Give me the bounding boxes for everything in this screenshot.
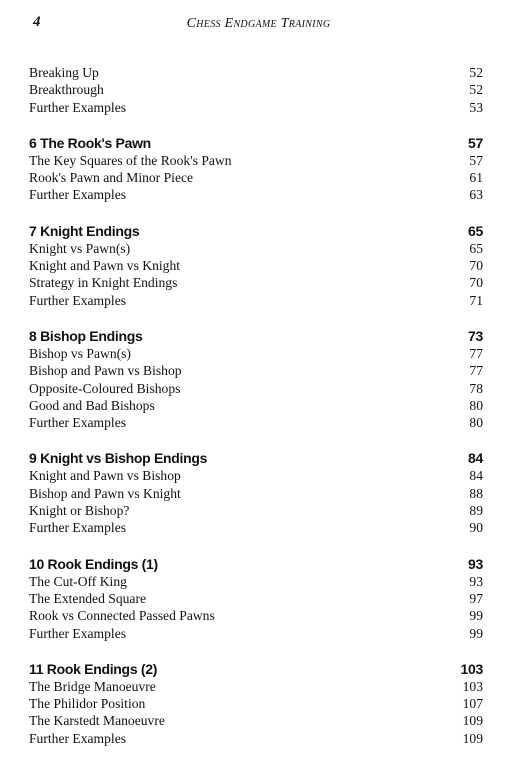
entry-title: The Karstedt Manoeuvre (29, 713, 165, 729)
running-title-text: Chess Endgame Training (186, 16, 331, 31)
chapter-page: 103 (460, 660, 483, 677)
toc-entry (29, 345, 483, 362)
entry-title: The Bridge Manoeuvre (29, 678, 156, 694)
entry-page: 103 (462, 678, 483, 694)
entry-page: 84 (469, 468, 483, 484)
entry-title: Rook's Pawn and Minor Piece (29, 170, 194, 186)
entry-title: The Cut-Off King (29, 573, 127, 589)
toc-entry (29, 240, 483, 257)
chapter-heading (29, 222, 483, 240)
toc-section (29, 64, 483, 116)
entry-title: Further Examples (29, 187, 127, 203)
toc-entry (29, 590, 483, 607)
entry-page: 80 (469, 415, 483, 431)
chapter-title: 11 Rook Endings (2) (29, 660, 158, 677)
entry-title: Bishop vs Pawn(s) (29, 345, 131, 361)
page-number: 4 (33, 14, 41, 30)
entry-page: 77 (469, 363, 483, 379)
entry-page: 57 (469, 152, 483, 168)
chapter-heading (29, 555, 483, 573)
entry-title: Opposite-Coloured Bishops (29, 380, 181, 396)
toc-entry (29, 362, 483, 379)
entry-title: Further Examples (29, 99, 127, 115)
entry-title: The Key Squares of the Rook's Pawn (29, 152, 232, 168)
toc-section (29, 449, 483, 536)
toc-entry (29, 625, 483, 642)
chapter-page: 73 (468, 327, 483, 344)
chapter-heading (29, 327, 483, 345)
running-header (0, 14, 517, 34)
entry-title: Strategy in Knight Endings (29, 275, 178, 291)
entry-page: 71 (469, 292, 483, 308)
chapter-heading (29, 134, 483, 152)
entry-title: Further Examples (29, 415, 127, 431)
chapter-heading (29, 449, 483, 467)
toc-entry (29, 730, 483, 747)
entry-title: Bishop and Pawn vs Bishop (29, 363, 182, 379)
toc-entry (29, 99, 483, 116)
entry-page: 63 (469, 187, 483, 203)
toc-entry (29, 414, 483, 431)
entry-page: 77 (469, 345, 483, 361)
toc-entry (29, 502, 483, 519)
entry-title: Knight vs Pawn(s) (29, 240, 131, 256)
entry-page: 99 (469, 625, 483, 641)
entry-title: Knight and Pawn vs Bishop (29, 468, 181, 484)
entry-page: 80 (469, 397, 483, 413)
entry-page: 53 (469, 99, 483, 115)
entry-page: 65 (469, 240, 483, 256)
chapter-heading (29, 660, 483, 678)
entry-title: Breakthrough (29, 82, 104, 98)
toc-entry (29, 152, 483, 169)
entry-page: 88 (469, 485, 483, 501)
entry-page: 70 (469, 275, 483, 291)
entry-page: 93 (469, 573, 483, 589)
entry-title: Further Examples (29, 292, 127, 308)
chapter-title: 9 Knight vs Bishop Endings (29, 450, 208, 467)
toc-entry (29, 695, 483, 712)
entry-page: 99 (469, 608, 483, 624)
toc-entry (29, 81, 483, 98)
toc-entry (29, 186, 483, 203)
toc-section (29, 134, 483, 204)
entry-title: The Extended Square (29, 590, 147, 606)
entry-page: 109 (462, 730, 483, 746)
toc-section (29, 555, 483, 642)
chapter-page: 57 (468, 134, 483, 151)
chapter-title: 7 Knight Endings (29, 222, 140, 239)
toc-entry (29, 573, 483, 590)
toc-entry (29, 380, 483, 397)
toc-entry (29, 607, 483, 624)
toc-entry (29, 485, 483, 502)
entry-title: Further Examples (29, 730, 127, 746)
entry-page: 107 (462, 696, 483, 712)
chapter-title: 6 The Rook's Pawn (29, 134, 151, 151)
toc-entry (29, 64, 483, 81)
chapter-page: 84 (468, 450, 483, 467)
toc-entry (29, 169, 483, 186)
toc-entry (29, 274, 483, 291)
chapter-page: 65 (468, 222, 483, 239)
toc-entry (29, 519, 483, 536)
running-title (0, 15, 517, 32)
entry-page: 78 (469, 380, 483, 396)
entry-title: Further Examples (29, 520, 127, 536)
entry-title: Knight and Pawn vs Knight (29, 258, 181, 274)
entry-title: Further Examples (29, 625, 127, 641)
toc-entry (29, 678, 483, 695)
entry-title: Good and Bad Bishops (29, 397, 155, 413)
entry-page: 109 (462, 713, 483, 729)
toc-entry (29, 712, 483, 729)
entry-title: Knight or Bishop? (29, 503, 130, 519)
chapter-page: 93 (468, 555, 483, 572)
toc-entry (29, 467, 483, 484)
entry-title: The Philidor Position (29, 696, 146, 712)
entry-title: Breaking Up (29, 65, 99, 80)
entry-page: 89 (469, 503, 483, 519)
entry-page: 90 (469, 520, 483, 536)
entry-page: 61 (469, 170, 483, 186)
entry-title: Rook vs Connected Passed Pawns (29, 608, 215, 624)
entry-page: 52 (469, 65, 483, 80)
entry-page: 52 (469, 82, 483, 98)
toc-entry (29, 292, 483, 309)
chapter-title: 8 Bishop Endings (29, 327, 143, 344)
toc-section (29, 660, 483, 747)
toc-entry (29, 397, 483, 414)
entry-page: 70 (469, 258, 483, 274)
entry-title: Bishop and Pawn vs Knight (29, 485, 181, 501)
toc-section (29, 327, 483, 431)
toc-section (29, 222, 483, 309)
chapter-title: 10 Rook Endings (1) (29, 555, 158, 572)
toc-entry (29, 257, 483, 274)
entry-page: 97 (469, 590, 483, 606)
table-of-contents (29, 64, 483, 765)
